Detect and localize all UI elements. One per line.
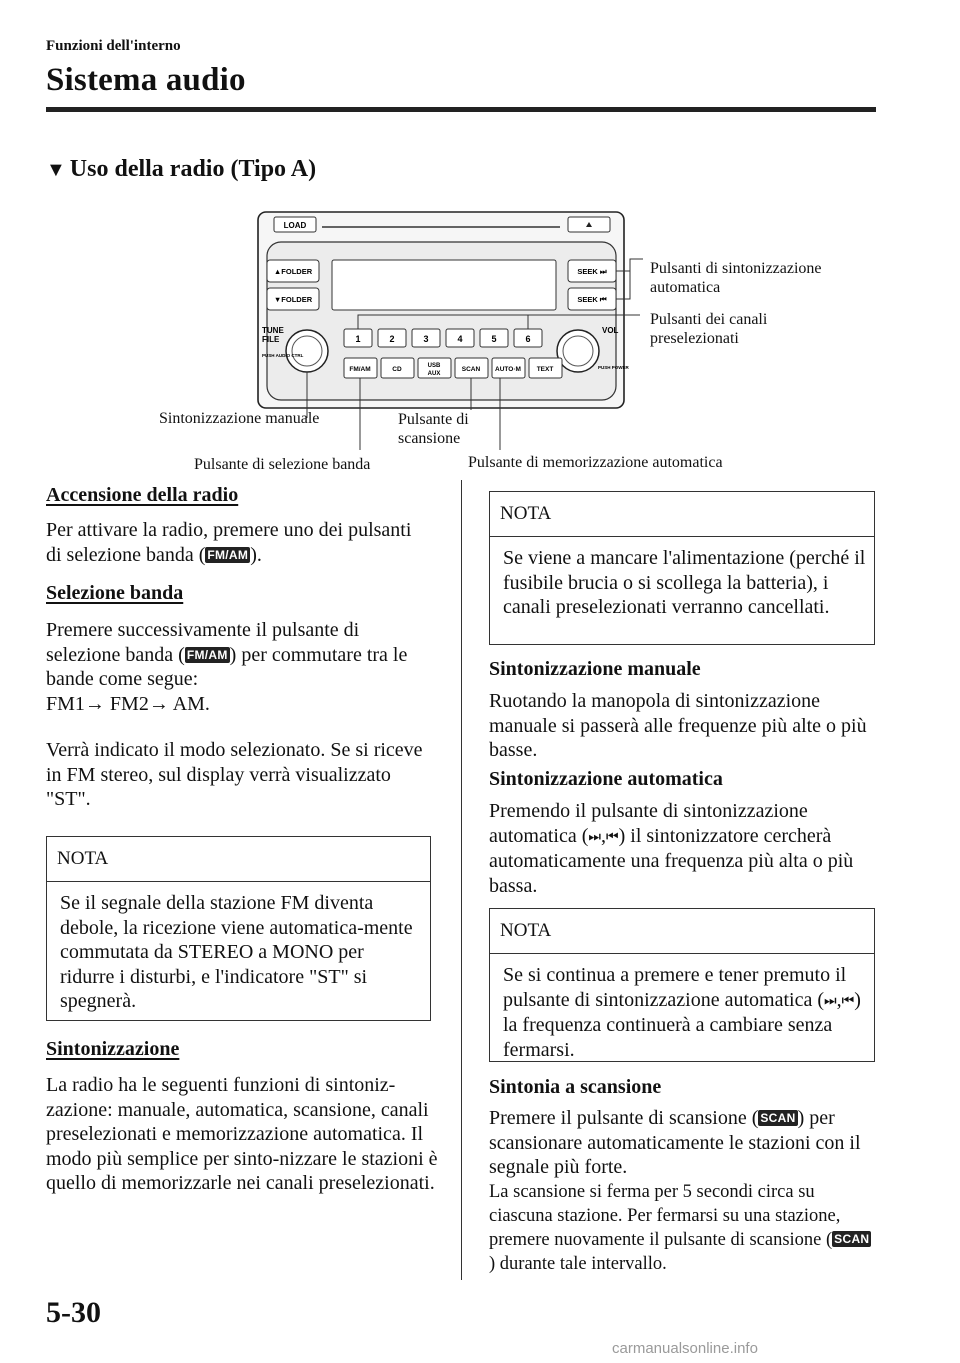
paragraph-text: La scansione si ferma per 5 secondi circa su ciascuna stazione. Per fermarsi su una stazione, premere nuovamente il pulsante di scansione ( bbox=[489, 1182, 841, 1250]
callout-band: Pulsante di selezione banda bbox=[194, 456, 371, 473]
separator: , bbox=[601, 824, 607, 847]
callout-presets-line1: Pulsanti dei canali bbox=[650, 311, 768, 328]
heading-band-select: Selezione banda bbox=[46, 582, 184, 604]
scan-button-icon: SCAN bbox=[760, 1111, 796, 1125]
note-body bbox=[490, 954, 874, 1070]
subsection-title-text: Uso della radio (Tipo A) bbox=[69, 156, 317, 182]
fm-am-button-icon: FM/AM bbox=[207, 547, 249, 562]
callout-seek-line2: automatica bbox=[650, 279, 721, 296]
preset-label: 3 bbox=[423, 334, 429, 344]
subsection-title bbox=[46, 156, 316, 183]
heading-radio-on: Accensione della radio bbox=[46, 484, 239, 506]
file-label: FILE bbox=[262, 335, 280, 344]
seek-up-icon: ⏭ bbox=[588, 828, 602, 845]
paragraph-text: Premere successivamente il pulsante di selezione banda ( bbox=[46, 619, 360, 666]
seek-up-label: SEEK ⏭ bbox=[577, 267, 607, 276]
paragraph-text: ) per commutare tra le bande come segue: bbox=[46, 643, 408, 691]
paragraph-text: ). bbox=[250, 543, 262, 566]
cd-label: CD bbox=[392, 366, 402, 373]
heading-tuning: Sintonizzazione bbox=[46, 1038, 180, 1060]
seek-down-icon: ⏮ bbox=[606, 828, 619, 845]
radio-display bbox=[332, 260, 556, 310]
preset-label: 2 bbox=[389, 334, 395, 344]
heading-auto-tuning: Sintonizzazione automatica bbox=[489, 768, 723, 790]
paragraph-radio-on bbox=[46, 518, 426, 567]
usb-label: USB bbox=[427, 363, 441, 369]
heading-manual-tuning: Sintonizzazione manuale bbox=[489, 658, 701, 680]
note-box-continuous-seek bbox=[489, 908, 875, 1062]
paragraph-tuning: La radio ha le seguenti funzioni di sintoniz-zazione: manuale, automatica, scansione, canali preselezionati e memorizzazione automatica. Il modo più semplice per sinto-nizzare le stazioni è quello di memorizzarle nei canali preselezionati. bbox=[46, 1074, 438, 1195]
callout-seek-line1: Pulsanti di sintonizzazione bbox=[650, 260, 822, 277]
seek-up-icon: ⏭ bbox=[824, 992, 837, 1009]
seek-down-label: SEEK ⏮ bbox=[577, 295, 607, 304]
chapter-title: Funzioni dell'interno bbox=[46, 38, 181, 54]
note-heading: NOTA bbox=[490, 909, 874, 954]
callout-scan-line1: Pulsante di bbox=[398, 411, 469, 428]
scan-button-icon: SCAN bbox=[834, 1232, 870, 1246]
note-heading: NOTA bbox=[47, 837, 430, 882]
band-sequence: FM1→ FM2→ AM. bbox=[46, 692, 210, 715]
aux-label: AUX bbox=[427, 371, 441, 377]
paragraph-text: Premendo il pulsante di sintonizzazione automatica ( bbox=[489, 800, 808, 847]
paragraph-stereo: Verrà indicato il modo selezionato. Se si riceve in FM stereo, sul display verrà visualizzato "ST". bbox=[46, 739, 423, 811]
callout-manual: Sintonizzazione manuale bbox=[159, 410, 320, 427]
paragraph-text: ) durante tale intervallo. bbox=[489, 1254, 667, 1274]
text-label: TEXT bbox=[536, 366, 554, 373]
paragraph-text: ) il sintonizzatore cercherà automaticamente una frequenza più alta o più bassa. bbox=[489, 824, 854, 897]
push-power-label: PUSH POWER bbox=[598, 365, 629, 370]
paragraph-scan bbox=[489, 1106, 874, 1180]
preset-label: 5 bbox=[491, 334, 497, 344]
folder-down-label: ▼FOLDER bbox=[273, 295, 313, 304]
note-heading: NOTA bbox=[490, 492, 874, 537]
seek-down-icon: ⏮ bbox=[841, 992, 855, 1009]
section-title: Sistema audio bbox=[46, 62, 246, 98]
paragraph-scan-stop bbox=[489, 1180, 874, 1276]
paragraph-text: Premere il pulsante di scansione ( bbox=[489, 1107, 759, 1129]
tune-label: TUNE bbox=[262, 326, 284, 335]
heading-scan-tuning: Sintonia a scansione bbox=[489, 1076, 662, 1098]
paragraph-text: ) per scansionare automaticamente le stazioni con il segnale più forte. bbox=[489, 1107, 861, 1179]
load-label: LOAD bbox=[283, 221, 307, 230]
note-body: Se il segnale della stazione FM diventa debole, la ricezione viene automatica-mente commutata da STEREO a MONO per ridurre i disturbi, e l'indicatore "ST" si spegnerà. bbox=[60, 892, 413, 1013]
folder-up-label: ▲FOLDER bbox=[273, 267, 313, 276]
paragraph-band-select bbox=[46, 618, 426, 716]
vol-label: VOL bbox=[602, 326, 619, 335]
callout-scan-line2: scansione bbox=[398, 430, 461, 447]
fm-am-button-icon: FM/AM bbox=[186, 647, 228, 662]
triangle-marker-icon: ▼ bbox=[46, 159, 66, 181]
radio-unit-diagram bbox=[150, 205, 870, 480]
header-rule bbox=[46, 107, 876, 112]
note-box-fm-signal bbox=[46, 836, 431, 1021]
watermark: carmanualsonline.info bbox=[612, 1340, 758, 1357]
paragraph-auto-tuning bbox=[489, 799, 874, 898]
note-box-power-loss bbox=[489, 491, 875, 645]
callout-auto-memory: Pulsante di memorizzazione automatica bbox=[468, 454, 723, 471]
preset-label: 6 bbox=[525, 334, 531, 344]
callout-presets-line2: preselezionati bbox=[650, 330, 739, 347]
separator: , bbox=[836, 988, 842, 1011]
preset-label: 1 bbox=[355, 334, 361, 344]
fm-am-label: FM/AM bbox=[349, 366, 371, 373]
preset-label: 4 bbox=[457, 334, 463, 344]
note-text: Se si continua a premere e tener premuto il pulsante di sintonizzazione automatica ( bbox=[503, 964, 847, 1011]
note-body: Se viene a mancare l'alimentazione (perché il fusibile brucia o si scollega la batteria), i canali preselezionati verranno cancellati. bbox=[503, 547, 866, 619]
note-text: ) la frequenza continuerà a cambiare senza fermarsi. bbox=[503, 988, 861, 1061]
page-number: 5-30 bbox=[46, 1296, 101, 1329]
column-divider bbox=[461, 480, 462, 1280]
paragraph-text: Per attivare la radio, premere uno dei pulsanti di selezione banda ( bbox=[46, 519, 412, 566]
scan-label: SCAN bbox=[461, 366, 481, 373]
paragraph-manual-tuning: Ruotando la manopola di sintonizzazione manuale si passerà alle frequenze più alte o più basse. bbox=[489, 690, 867, 762]
auto-m-label: AUTO·M bbox=[495, 366, 521, 373]
push-audio-ctrl-label: PUSH AUDIO CTRL bbox=[262, 353, 304, 358]
